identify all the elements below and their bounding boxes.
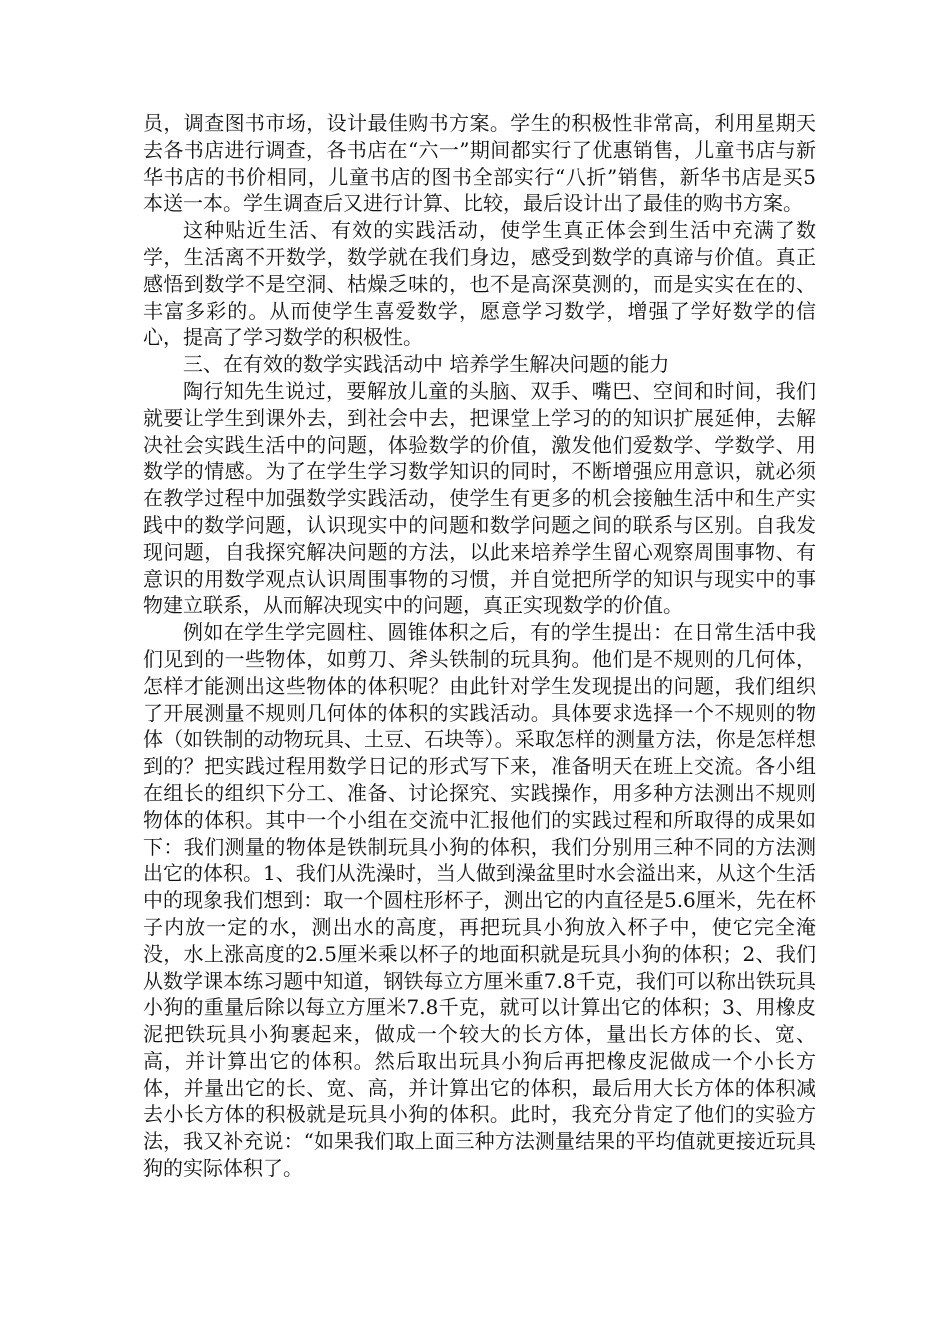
document-body bbox=[143, 110, 816, 1182]
paragraph-1: 员，调查图书市场，设计最佳购书方案。学生的积极性非常高，利用星期天去各书店进行调查，各书店在“六一”期间都实行了优惠销售，儿童书店与新华书店的书价相同，儿童书店的图书全部实行“八折”销售，新华书店是买5本送一本。学生调查后又进行计算、比较，最后设计出了最佳的购书方案。 bbox=[143, 111, 816, 216]
section-heading: 三、在有效的数学实践活动中 培养学生解决问题的能力 bbox=[183, 352, 670, 377]
paragraph-4: 例如在学生学完圆柱、圆锥体积之后，有的学生提出：在日常生活中我们见到的一些物体，如剪刀、斧头铁制的玩具狗。他们是不规则的几何体，怎样才能测出这些物体的体积呢？由此针对学生发现提出的问题，我们组织了开展测量不规则几何体的体积的实践活动。具体要求选择一个不规则的物体（如铁制的动物玩具、土豆、石块等）。采取怎样的测量方法，你是怎样想到的？把实践过程用数学日记的形式写下来，准备明天在班上交流。各小组在组长的组织下分工、准备、讨论探究、实践操作，用多种方法测出不规则物体的体积。其中一个小组在交流中汇报他们的实践过程和所取得的成果如下：我们测量的物体是铁制玩具小狗的体积，我们分别用三种不同的方法测出它的体积。1、我们从洗澡时，当人做到澡盆里时水会溢出来，从这个生活中的现象我们想到：取一个圆柱形杯子，测出它的内直径是5.6厘米，先在杯子内放一定的水，测出水的高度，再把玩具小狗放入杯子中，使它完全淹没，水上涨高度的2.5厘米乘以杯子的地面积就是玩具小狗的体积；2、我们从数学课本练习题中知道，钢铁每立方厘米重7.8千克，我们可以称出铁玩具小狗的重量后除以每立方厘米7.8千克，就可以计算出它的体积；3、用橡皮泥把铁玩具小狗裹起来，做成一个较大的长方体，量出长方体的长、宽、高，并计算出它的体积。然后取出玩具小狗后再把橡皮泥做成一个小长方体，并量出它的长、宽、高，并计算出它的体积，最后用大长方体的体积减去小长方体的积极就是玩具小狗的体积。此时，我充分肯定了他们的实验方法，我又补充说：“如果我们取上面三种方法测量结果的平均值就更接近玩具狗的实际体积了。 bbox=[143, 620, 816, 1181]
paragraph-2: 这种贴近生活、有效的实践活动，使学生真正体会到生活中充满了数学，生活离不开数学，数学就在我们身边，感受到数学的真谛与价值。真正感悟到数学不是空洞、枯燥乏味的，也不是高深莫测的，而是实实在在的、丰富多彩的。从而使学生喜爱数学，愿意学习数学，增强了学好数学的信心，提高了学习数学的积极性。 bbox=[143, 218, 816, 350]
paragraph-3: 陶行知先生说过，要解放儿童的头脑、双手、嘴巴、空间和时间，我们就要让学生到课外去，到社会中去，把课堂上学习的的知识扩展延伸，去解决社会实践生活中的问题，体验数学的价值，激发他们爱数学、学数学、用数学的情感。为了在学生学习数学知识的同时，不断增强应用意识，就必须在教学过程中加强数学实践活动，使学生有更多的机会接触生活中和生产实践中的数学问题，认识现实中的问题和数学问题之间的联系与区别。自我发现问题，自我探究解决问题的方法，以此来培养学生留心观察周围事物、有意识的用数学观点认识周围事物的习惯，并自觉把所学的知识与现实中的事物建立联系，从而解决现实中的问题，真正实现数学的价值。 bbox=[143, 378, 816, 618]
